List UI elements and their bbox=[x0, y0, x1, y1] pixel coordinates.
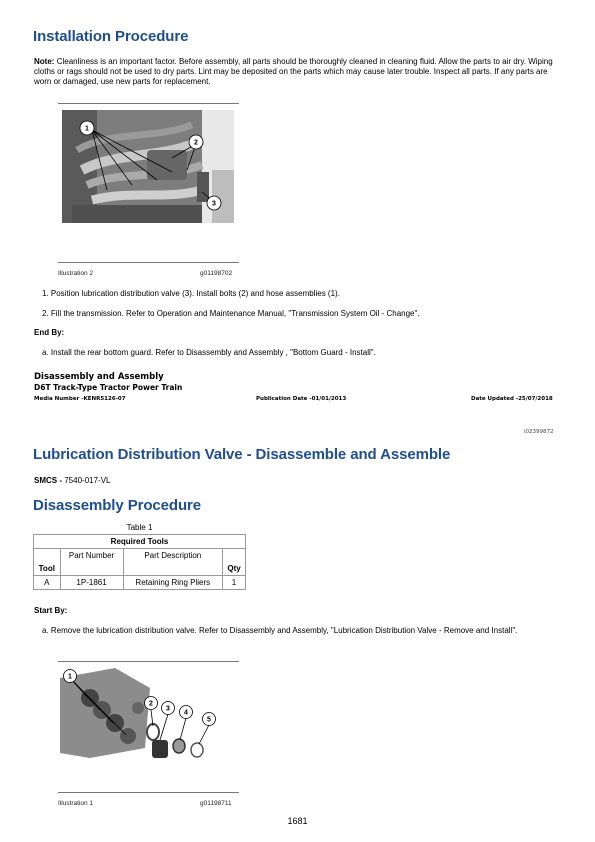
illustration-2-code: g01198702 bbox=[200, 270, 233, 277]
callout-3: 3 bbox=[166, 705, 170, 713]
cell-part-number: 1P-1861 bbox=[60, 576, 123, 590]
end-by-item: a. Install the rear bottom guard. Refer to Disassembly and Assembly , "Bottom Guard - Install". bbox=[42, 348, 376, 357]
illustration1-bottom-rule bbox=[58, 792, 239, 793]
callout-1: 1 bbox=[85, 125, 89, 133]
step-1: 1. Position lubrication distribution valve (3). Install bolts (2) and hose assemblies (1). bbox=[42, 289, 340, 298]
illustration-1-code: g01198711 bbox=[200, 800, 232, 807]
illustration-1-label: Illustration 1 bbox=[58, 800, 94, 807]
note-label: Note: bbox=[34, 57, 55, 66]
illustration-2-label: Illustration 2 bbox=[58, 270, 94, 277]
required-tools-table bbox=[33, 534, 246, 590]
callout-2: 2 bbox=[149, 700, 153, 708]
callout-2: 2 bbox=[194, 139, 198, 147]
start-by-label: Start By: bbox=[34, 606, 68, 615]
callout-5: 5 bbox=[207, 716, 211, 724]
cell-tool: A bbox=[34, 576, 61, 590]
callout-1: 1 bbox=[68, 673, 72, 681]
illustration2-callouts bbox=[62, 110, 234, 223]
note-paragraph bbox=[34, 57, 562, 87]
disassembly-procedure-heading: Disassembly Procedure bbox=[33, 497, 201, 514]
step-2: 2. Fill the transmission. Refer to Operation and Maintenance Manual, "Transmission System Oil - Change". bbox=[42, 309, 420, 318]
col-qty: Qty bbox=[223, 549, 246, 576]
doc-title: Disassembly and Assembly bbox=[34, 372, 164, 382]
table-title: Required Tools bbox=[34, 535, 246, 549]
illustration1-callouts bbox=[60, 668, 240, 783]
lubrication-valve-heading: Lubrication Distribution Valve - Disassemble and Assemble bbox=[33, 446, 451, 463]
media-number: Media Number -KENR5126-07 bbox=[34, 396, 126, 402]
doc-id: i02399872 bbox=[524, 429, 554, 435]
end-by-label: End By: bbox=[34, 328, 65, 337]
illustration-bottom-rule bbox=[58, 262, 239, 263]
installation-procedure-heading: Installation Procedure bbox=[33, 28, 189, 45]
smcs-value: 7540-017-VL bbox=[64, 476, 111, 485]
table-row bbox=[34, 576, 246, 590]
illustration-top-rule bbox=[58, 103, 239, 104]
note-text: Cleanliness is an important factor. Before assembly, all parts should be thoroughly cleaned in cleaning fluid. Allow the parts to air dry. Wiping cloths or rags should not be used to dry parts. Lint may be deposited on the parts which may cause later trouble. Inspect all parts. If any parts are worn or damaged, use new parts for replacement. bbox=[34, 57, 553, 86]
smcs-line bbox=[34, 476, 111, 486]
illustration1-top-rule bbox=[58, 661, 239, 662]
callout-3: 3 bbox=[212, 200, 216, 208]
cell-part-description: Retaining Ring Pliers bbox=[123, 576, 223, 590]
doc-subtitle: D6T Track-Type Tractor Power Train bbox=[34, 383, 183, 392]
smcs-label: SMCS - bbox=[34, 476, 62, 485]
col-part-description: Part Description bbox=[123, 549, 223, 576]
table-caption: Table 1 bbox=[126, 523, 153, 532]
publication-date: Publication Date -01/01/2013 bbox=[256, 396, 347, 402]
col-part-number: Part Number bbox=[60, 549, 123, 576]
date-updated: Date Updated -25/07/2018 bbox=[471, 396, 553, 402]
page-number: 1681 bbox=[287, 816, 308, 826]
callout-4: 4 bbox=[184, 709, 188, 717]
cell-qty: 1 bbox=[223, 576, 246, 590]
start-by-item: a. Remove the lubrication distribution valve. Refer to Disassembly and Assembly, "Lubrication Distribution Valve - Remove and Install". bbox=[42, 626, 518, 635]
col-tool: Tool bbox=[34, 549, 61, 576]
